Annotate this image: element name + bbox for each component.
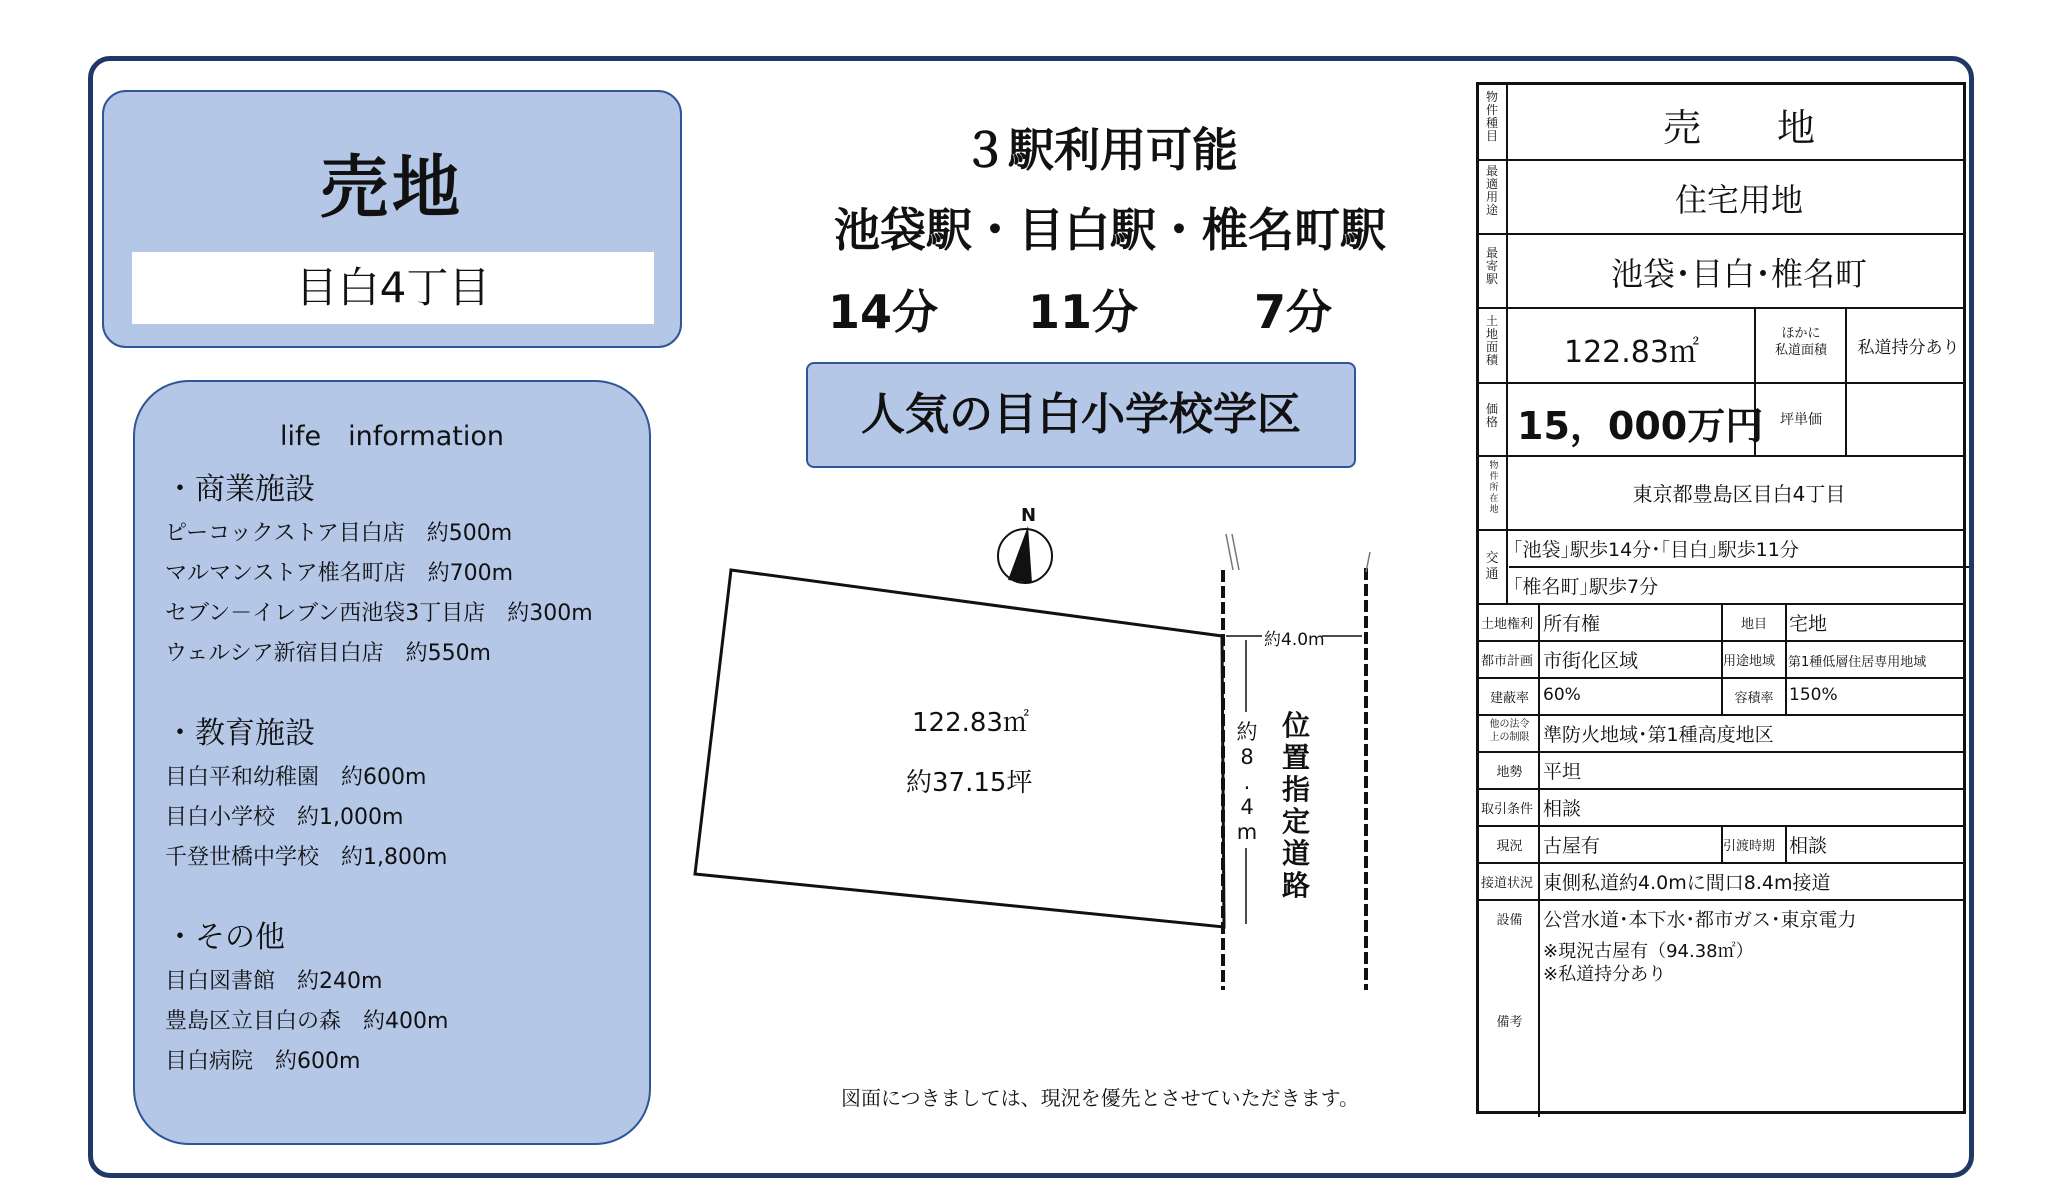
private-road-value: 私道持分あり xyxy=(1857,338,1960,358)
lot-outline xyxy=(695,570,1224,927)
transport-label: 交 通 xyxy=(1485,551,1499,582)
price-value: 15，000万円 xyxy=(1517,404,1764,448)
station-label: 最 寄 駅 xyxy=(1485,246,1498,286)
road-access-value: 東側私道約4.0mに間口8.4m接道 xyxy=(1543,872,1831,894)
frontage-label: 約 8 . 4 m xyxy=(1236,720,1258,844)
road-width-label: 約4.0m xyxy=(1264,630,1325,650)
list-item: マルマンストア椎名町店 約700m xyxy=(165,561,514,586)
station-value: 池袋･目白･椎名町 xyxy=(1610,255,1867,293)
tsubo-price-label: 坪単価 xyxy=(1780,412,1822,428)
list-item: ウェルシア新宿目白店 約550m xyxy=(165,641,491,666)
handover-value: 相談 xyxy=(1789,835,1828,857)
location-label: 物 件 所 在 地 xyxy=(1489,461,1499,515)
land-area-label: 土 地 面 積 xyxy=(1485,314,1498,367)
road-type-label: 位 置 指 定 道 路 xyxy=(1281,709,1310,902)
page-title: 売地 xyxy=(319,149,464,228)
private-road-label: ほかに 私道面積 xyxy=(1774,326,1827,358)
location-value: 東京都豊島区目白4丁目 xyxy=(1632,482,1846,506)
commercial-heading: ・商業施設 xyxy=(165,472,315,507)
utilities-label: 設備 xyxy=(1496,913,1523,928)
land-right-label: 土地権利 xyxy=(1481,617,1534,632)
access-headline: ３駅利用可能 xyxy=(962,123,1238,177)
road-break-mark xyxy=(1226,534,1233,570)
list-item: ピーコックストア目白店 約500m xyxy=(165,521,513,546)
list-item: 目白図書館 約240m xyxy=(165,969,383,994)
remarks-line-1: ※現況古屋有（94.38㎡） xyxy=(1543,941,1754,962)
list-item: セブン－イレブン西池袋3丁目店 約300m xyxy=(165,601,593,626)
minutes-mejiro: 11分 xyxy=(1027,285,1138,339)
minutes-shiinamachi: 7分 xyxy=(1253,285,1332,339)
remarks-label: 備考 xyxy=(1496,1015,1523,1030)
road-break-mark xyxy=(1232,534,1239,570)
coverage-value: 60% xyxy=(1543,685,1581,705)
far-label: 容積率 xyxy=(1734,691,1774,706)
transport-value-2: ｢椎名町｣駅歩7分 xyxy=(1513,576,1659,598)
list-item: 目白病院 約600m xyxy=(165,1049,361,1074)
land-right-value: 所有権 xyxy=(1543,613,1601,635)
status-label: 現況 xyxy=(1496,839,1523,854)
far-value: 150% xyxy=(1789,685,1838,705)
type-label: 物 件 種 目 xyxy=(1485,90,1498,143)
type-value: 売 地 xyxy=(1662,106,1815,150)
use-value: 住宅用地 xyxy=(1674,181,1803,219)
terrain-value: 平坦 xyxy=(1543,761,1582,783)
north-label: N xyxy=(1021,505,1037,526)
education-heading: ・教育施設 xyxy=(165,716,315,751)
land-area-value: 122.83㎡ xyxy=(1564,335,1699,370)
school-district-banner: 人気の目白小学校学区 xyxy=(806,362,1356,468)
remarks-line-2: ※私道持分あり xyxy=(1543,964,1667,985)
city-plan-value: 市街化区域 xyxy=(1543,650,1639,672)
list-item: 目白小学校 約1,000m xyxy=(165,805,404,830)
list-item: 目白平和幼稚園 約600m xyxy=(165,765,427,790)
north-arrow-icon xyxy=(998,526,1052,583)
zoning-value: 第1種低層住居専用地域 xyxy=(1788,655,1927,670)
lot-area-tsubo: 約37.15坪 xyxy=(906,768,1033,798)
address-subtitle: 目白4丁目 xyxy=(132,252,654,324)
terrain-label: 地勢 xyxy=(1496,765,1523,780)
property-table xyxy=(1476,82,1966,1114)
lot-area-m2: 122.83㎡ xyxy=(912,708,1029,738)
other-law-label: 他の法令 上の制限 xyxy=(1489,719,1530,743)
station-names: 池袋駅・目白駅・椎名町駅 xyxy=(834,203,1386,257)
category-value: 宅地 xyxy=(1789,613,1828,635)
handover-label: 引渡時期 xyxy=(1723,839,1776,854)
other-heading: ・その他 xyxy=(165,920,285,955)
list-item: 豊島区立目白の森 約400m xyxy=(165,1009,449,1034)
minutes-ikebukuro: 14分 xyxy=(827,285,938,339)
transport-value-1: ｢池袋｣駅歩14分･｢目白｣駅歩11分 xyxy=(1513,539,1799,561)
status-value: 古屋有 xyxy=(1543,835,1601,857)
terms-label: 取引条件 xyxy=(1481,802,1534,817)
price-label: 価 格 xyxy=(1485,402,1498,429)
terms-value: 相談 xyxy=(1543,798,1582,820)
category-label: 地目 xyxy=(1740,617,1767,632)
utilities-value: 公営水道･本下水･都市ガス･東京電力 xyxy=(1543,909,1857,931)
city-plan-label: 都市計画 xyxy=(1481,654,1534,669)
drawing-note: 図面につきましては、現況を優先とさせていただきます。 xyxy=(841,1086,1359,1110)
use-label: 最 適 用 途 xyxy=(1485,164,1498,217)
life-information-title: life information xyxy=(280,421,504,452)
zoning-label: 用途地域 xyxy=(1723,654,1776,669)
list-item: 千登世橋中学校 約1,800m xyxy=(165,845,448,870)
road-access-label: 接道状況 xyxy=(1481,876,1534,891)
other-law-value: 準防火地域･第1種高度地区 xyxy=(1543,724,1774,746)
coverage-label: 建蔽率 xyxy=(1489,691,1529,706)
